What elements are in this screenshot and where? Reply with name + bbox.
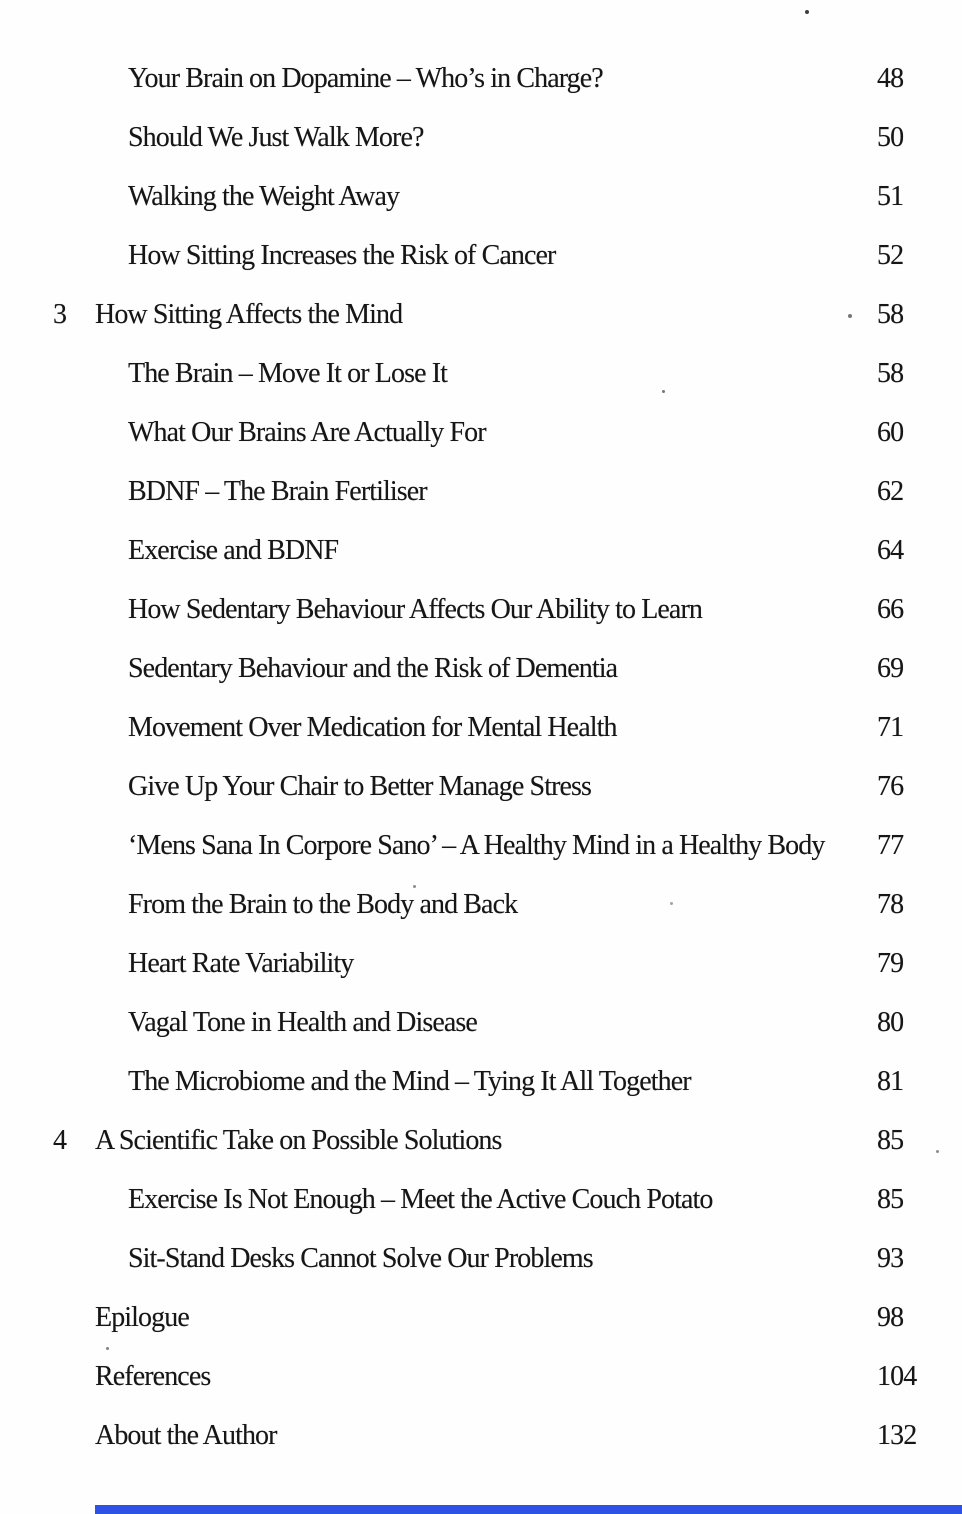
toc-entry-page: 85 [877,1184,904,1215]
toc-entry-title: Heart Rate Variability [128,948,354,979]
toc-entry-title: Sedentary Behaviour and the Risk of Dementia [128,653,618,684]
toc-entry-title: References [95,1361,211,1392]
scan-speck [106,1347,109,1350]
toc-row [53,413,937,453]
scan-speck [662,390,665,393]
toc-row [53,826,937,866]
toc-entry-page: 62 [877,476,904,507]
toc-row [53,1062,937,1102]
toc-entry-page: 85 [877,1125,904,1156]
toc-entry-page: 69 [877,653,904,684]
toc-row [53,236,937,276]
toc-row [53,354,937,394]
toc-entry-page: 52 [877,240,904,271]
toc-row [53,708,937,748]
toc-entry-page: 81 [877,1066,904,1097]
toc-entry-page: 64 [877,535,904,566]
toc-entry-page: 58 [877,299,904,330]
toc-row [53,472,937,512]
toc-entry-page: 104 [877,1361,917,1392]
toc-entry-title: Movement Over Medication for Mental Health [128,712,617,743]
toc-row [53,1416,937,1456]
toc-entry-page: 66 [877,594,904,625]
scan-speck [805,10,809,14]
toc-entry-title: Sit-Stand Desks Cannot Solve Our Problems [128,1243,593,1274]
toc-entry-page: 58 [877,358,904,389]
toc-entry-title: From the Brain to the Body and Back [128,889,518,920]
toc-entry-page: 98 [877,1302,904,1333]
toc-entry-title: What Our Brains Are Actually For [128,417,486,448]
toc-entry-page: 60 [877,417,904,448]
toc-entry-title: Give Up Your Chair to Better Manage Stress [128,771,592,802]
toc-row [53,649,937,689]
toc-entry-page: 93 [877,1243,904,1274]
toc-entry-title: ‘Mens Sana In Corpore Sano’ – A Healthy Mind in a Healthy Body [128,830,825,861]
chapter-number: 3 [53,299,67,330]
toc-entry-title: Epilogue [95,1302,189,1333]
toc-entry-page: 80 [877,1007,904,1038]
toc-entry-title: BDNF – The Brain Fertiliser [128,476,427,507]
toc-entry-title: A Scientific Take on Possible Solutions [95,1125,502,1156]
toc-entry-page: 132 [877,1420,917,1451]
scan-speck [848,314,852,318]
toc-row [53,1298,937,1338]
toc-row [53,295,937,335]
toc-row [53,1357,937,1397]
chapter-number: 4 [53,1125,67,1156]
toc-entry-title: Exercise and BDNF [128,535,339,566]
toc-entry-title: How Sitting Increases the Risk of Cancer [128,240,556,271]
toc-entry-title: About the Author [95,1420,277,1451]
toc-row [53,767,937,807]
toc-entry-page: 48 [877,63,904,94]
toc-entry-title: The Microbiome and the Mind – Tying It All Together [128,1066,691,1097]
toc-entry-page: 77 [877,830,904,861]
toc-entry-page: 71 [877,712,904,743]
scan-speck [413,885,416,888]
scan-speck [670,902,673,905]
toc-entry-page: 79 [877,948,904,979]
toc-entry-page: 76 [877,771,904,802]
toc-row [53,1239,937,1279]
toc-row [53,1003,937,1043]
scan-artifact-bar [95,1505,962,1514]
toc-row [53,1180,937,1220]
toc-row [53,177,937,217]
toc-row [53,531,937,571]
toc-row [53,118,937,158]
toc-row [53,590,937,630]
toc-entry-page: 78 [877,889,904,920]
toc-entry-title: Exercise Is Not Enough – Meet the Active Couch Potato [128,1184,713,1215]
toc-entry-title: Vagal Tone in Health and Disease [128,1007,477,1038]
toc-row [53,1121,937,1161]
toc-entry-title: Your Brain on Dopamine – Who’s in Charge? [128,63,603,94]
toc-entry-title: How Sitting Affects the Mind [95,299,403,330]
scan-speck [936,1150,939,1153]
toc-entry-title: The Brain – Move It or Lose It [128,358,448,389]
toc-row [53,944,937,984]
toc-entry-title: Should We Just Walk More? [128,122,424,153]
toc-row [53,885,937,925]
toc-entry-title: How Sedentary Behaviour Affects Our Ability to Learn [128,594,702,625]
toc-entry-title: Walking the Weight Away [128,181,400,212]
toc-row [53,59,937,99]
toc-entry-page: 51 [877,181,904,212]
toc-entry-page: 50 [877,122,904,153]
